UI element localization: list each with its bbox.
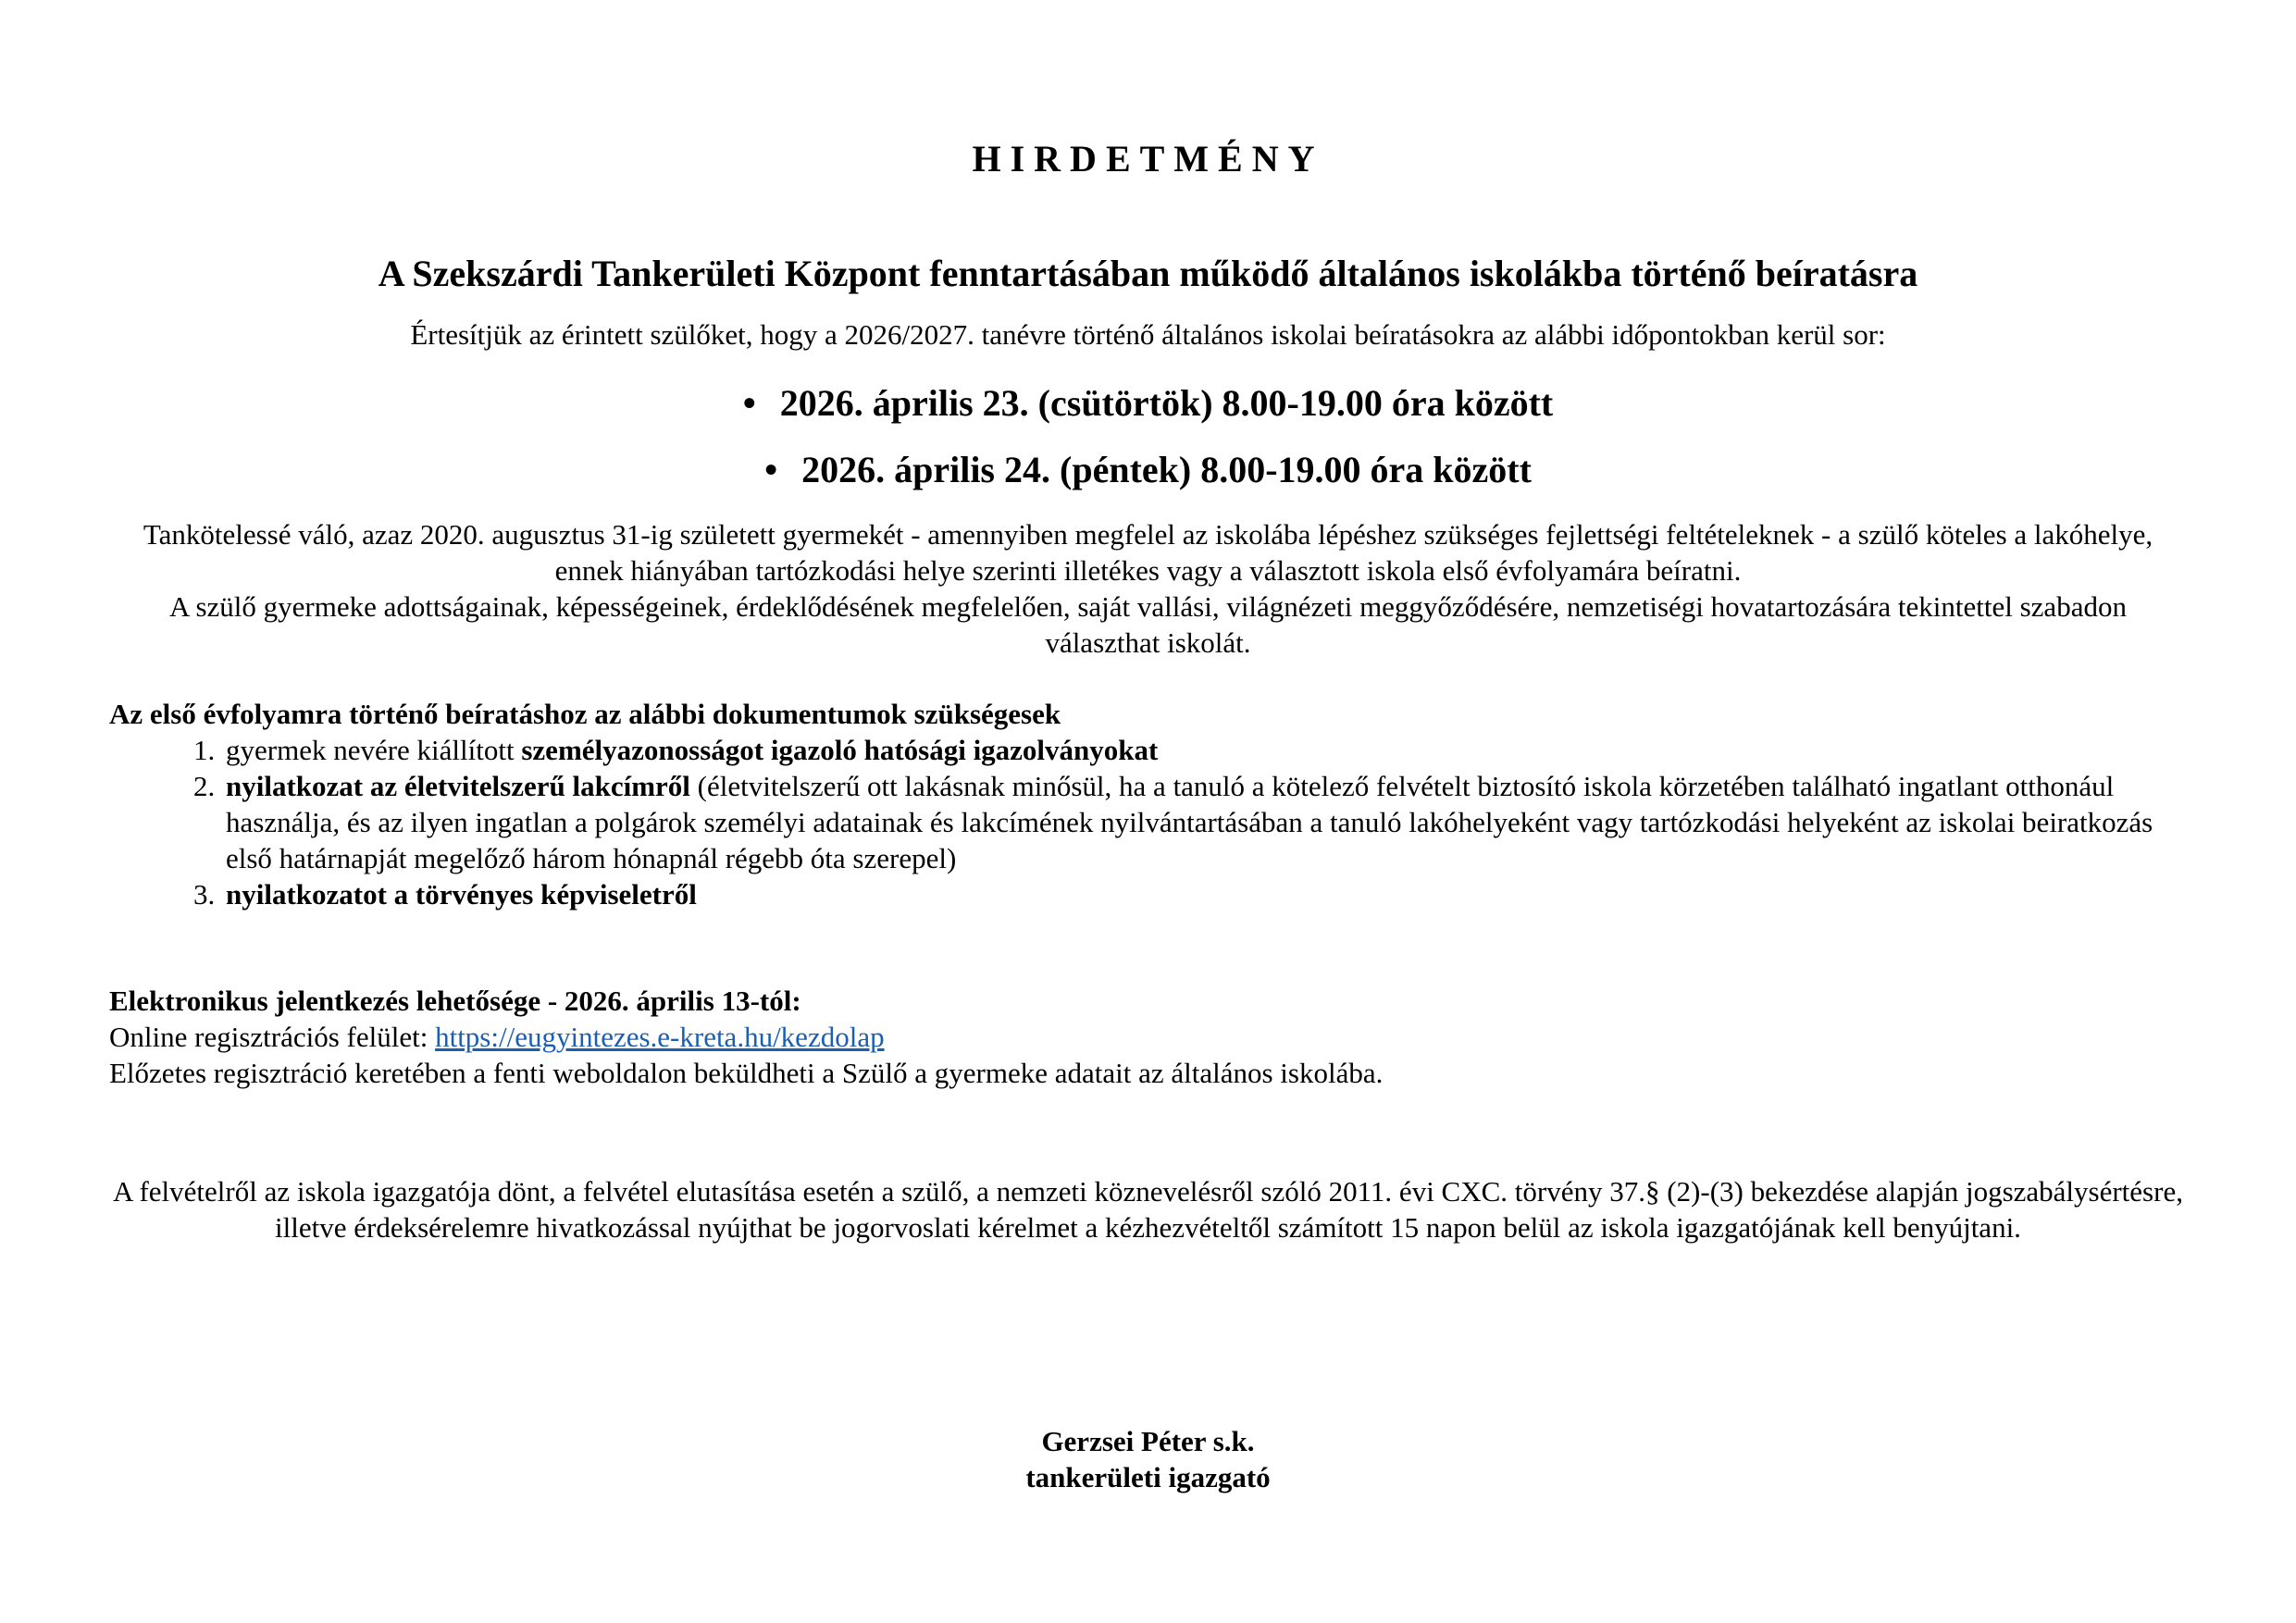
required-documents-list — [109, 732, 2187, 912]
online-registration-label: Online regisztrációs felület: — [109, 1021, 436, 1053]
signatory-name: Gerzsei Péter s.k. — [1041, 1425, 1255, 1457]
required-document-item — [222, 768, 2187, 876]
bullet-icon: • — [764, 449, 778, 490]
registration-note: Előzetes regisztráció keretében a fenti weboldalon beküldheti a Szülő a gyermeke adatait az általános iskolába. — [109, 1057, 1384, 1089]
document-item-bold-text: személyazonosságot igazoló hatósági igazolványokat — [521, 734, 1159, 766]
school-choice-paragraph: A szülő gyermeke adottságainak, képességeinek, érdeklődésének megfelelően, saját vallási, világnézeti meggyőződésére, nemzetiségi hovatartozására tekintettel szabadon választhat iskolát. — [169, 590, 2127, 659]
enrollment-date-item — [0, 444, 2296, 511]
electronic-registration-section — [109, 983, 2187, 1091]
enrollment-date-item — [0, 378, 2296, 444]
signatory-title: tankerületi igazgató — [1025, 1461, 1271, 1493]
appeal-paragraph: A felvételről az iskola igazgatója dönt, a felvétel elutasítása esetén a szülő, a nemzeti köznevelésről szóló 2011. évi CXC. törvény 37.§ (2)-(3) bekezdése alapján jogszabálysértésre, illetve érdeksérelemre hivatkozással nyújthat be jogorvoslati kérelmet a kézhezvételtől számított 15 napon belül az iskola igazgatójának kell benyújtani. — [113, 1175, 2183, 1244]
document-item-bold-text: nyilatkozat az életvitelszerű lakcímről — [226, 770, 690, 802]
required-documents-title: Az első évfolyamra történő beíratáshoz az alábbi dokumentumok szükségesek — [109, 698, 1061, 730]
document-item-bold-text: nyilatkozatot a törvényes képviseletről — [226, 878, 697, 911]
required-document-item — [222, 876, 2187, 912]
online-registration-line — [109, 1019, 2187, 1055]
document-item-text: gyermek nevére kiállított — [226, 734, 522, 766]
intro-text: Értesítjük az érintett szülőket, hogy a 2026/2027. tanévre történő általános iskolai beíratásokra az alábbi időpontokban kerül sor: — [410, 318, 1886, 351]
compulsory-schooling-paragraph: Tankötelessé váló, azaz 2020. augusztus 31-ig született gyermekét - amennyiben megfelel az iskolába lépéshez szükséges fejlettségi feltételeknek - a szülő köteles a lakóhelye, ennek hiányában tartózkodási helye szerinti illetékes vagy a választott iskola első évfolyamára beíratni. — [143, 518, 2153, 587]
required-document-item — [222, 732, 2187, 768]
electronic-registration-title: Elektronikus jelentkezés lehetősége - 2026. április 13-tól: — [109, 985, 801, 1017]
registration-link[interactable]: https://eugyintezes.e-kreta.hu/kezdolap — [435, 1021, 885, 1053]
signature-block — [0, 1423, 2296, 1495]
enrollment-date-text: 2026. április 24. (péntek) 8.00-19.00 óra között — [801, 449, 1532, 490]
enrollment-date-text: 2026. április 23. (csütörtök) 8.00-19.00 óra között — [779, 382, 1554, 424]
document-heading: HIRDETMÉNY — [972, 138, 1324, 180]
bullet-icon: • — [742, 382, 756, 424]
document-subheading: A Szekszárdi Tankerületi Központ fenntartásában működő általános iskolákba történő beíratásra — [378, 253, 1918, 294]
enrollment-dates-list — [0, 378, 2296, 511]
document-item-text: (életvitelszerű ott lakásnak minősül, ha a tanuló a kötelező felvételt biztosító iskola körzetében található ingatlant otthonául használja, és az ilyen ingatlan a polgárok személyi adatainak és lakcímének nyilvántartásában a tanuló lakóhelyeként vagy tartózkodási helyeként az iskolai beiratkozás első határnapját megelőző három hónapnál régebb óta szerepel) — [226, 770, 2153, 874]
required-documents-section — [109, 696, 2187, 912]
